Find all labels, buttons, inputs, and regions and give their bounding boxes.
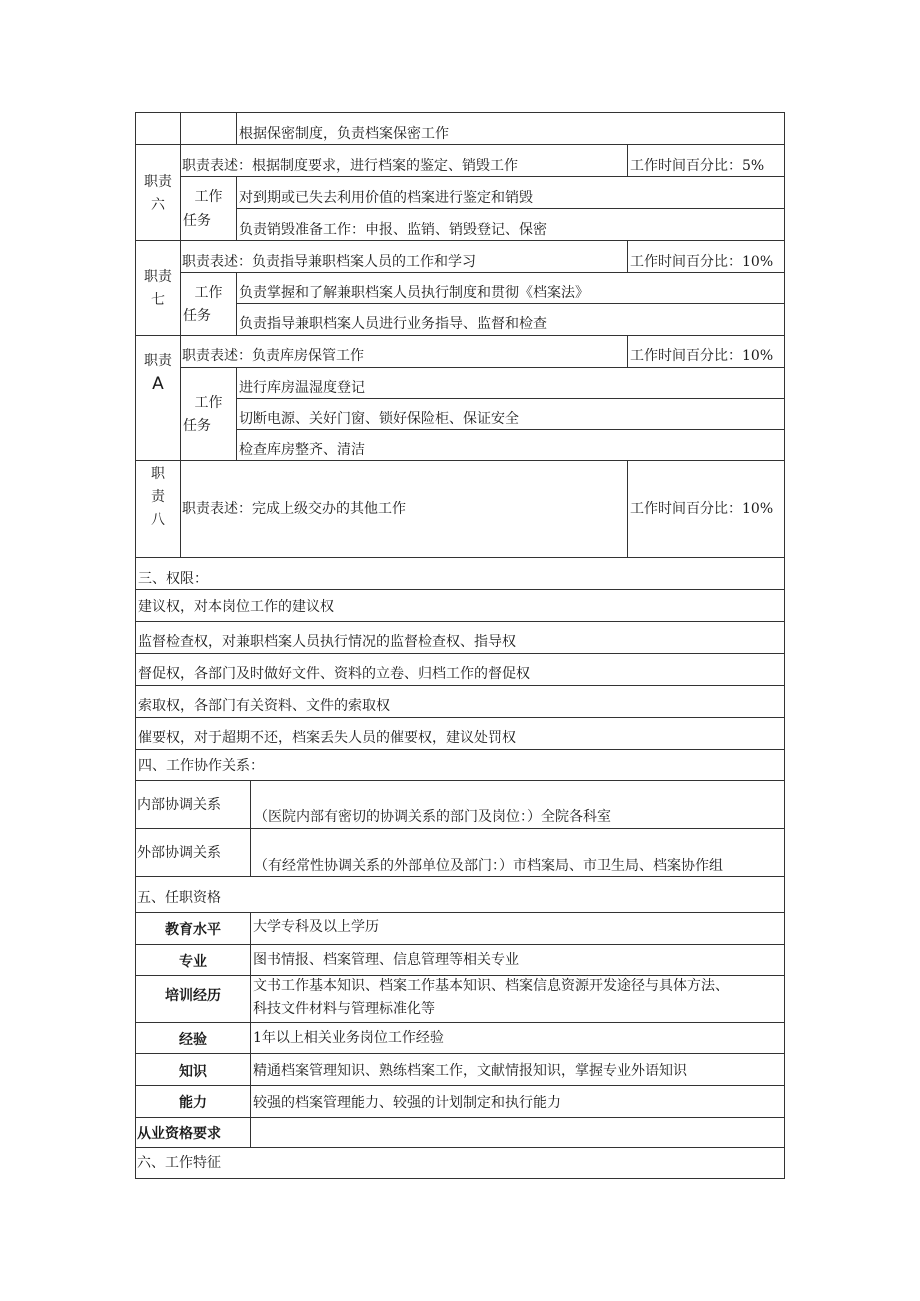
grid-line: [135, 685, 785, 686]
time-percentage: 工作时间百分比：10%: [630, 254, 774, 270]
qualification-value: 图书情报、档案管理、信息管理等相关专业: [253, 952, 519, 968]
grid-line: [627, 460, 628, 558]
qualification-value: 精通档案管理知识、熟练档案工作，文献情报知识，掌握专业外语知识: [253, 1063, 687, 1079]
relation-value: （有经常性协调关系的外部单位及部门：）市档案局、市卫生局、档案协作组: [254, 858, 723, 874]
duty-task: 进行库房温湿度登记: [239, 380, 365, 396]
grid-line: [135, 589, 785, 590]
section-heading: 六、工作特征: [137, 1155, 221, 1171]
duty-task: 负责销毁准备工作：申报、监销、销毁登记、保密: [239, 222, 547, 238]
duty-task: 切断电源、关好门窗、锁好保险柜、保证安全: [239, 411, 519, 427]
grid-line: [135, 112, 785, 113]
grid-line: [180, 112, 181, 558]
section-heading: 五、任职资格: [137, 890, 221, 906]
authority-item: 催要权，对于超期不还，档案丢失人员的催要权，建议处罚权: [138, 730, 516, 746]
qualification-value: 大学专科及以上学历: [253, 919, 379, 935]
grid-line: [627, 144, 628, 177]
grid-line: [236, 398, 785, 399]
duty-task: 负责掌握和了解兼职档案人员执行制度和贯彻《档案法》: [239, 285, 589, 301]
grid-line: [180, 176, 785, 177]
duty-statement: 职责表述：负责指导兼职档案人员的工作和学习: [182, 254, 476, 270]
grid-line: [135, 944, 785, 945]
duty-label: 职责: [144, 174, 172, 190]
duty-label: 八: [151, 512, 165, 528]
duty-label: A: [152, 374, 164, 394]
qualification-value: 较强的档案管理能力、较强的计划制定和执行能力: [253, 1095, 561, 1111]
task-label: 工作: [194, 285, 223, 301]
qualification-label: 知识: [179, 1064, 207, 1080]
grid-line: [135, 653, 785, 654]
duty-label: 职责: [144, 269, 172, 285]
duty-statement: 职责表述：根据制度要求，进行档案的鉴定、销毁工作: [182, 158, 518, 174]
grid-line: [135, 1147, 785, 1148]
grid-line: [135, 1022, 785, 1023]
duty-task: 根据保密制度，负责档案保密工作: [239, 126, 449, 142]
duty-task: 负责指导兼职档案人员进行业务指导、监督和检查: [239, 316, 547, 332]
duty-label: 职: [151, 466, 165, 482]
grid-line: [135, 240, 785, 241]
grid-line: [180, 272, 785, 273]
relation-value: （医院内部有密切的协调关系的部门及岗位：）全院各科室: [254, 809, 611, 825]
qualification-value: 文书工作基本知识、档案工作基本知识、档案信息资源开发途径与具体方法、: [253, 978, 729, 994]
qualification-value: 1年以上相关业务岗位工作经验: [253, 1030, 444, 1046]
grid-line: [135, 335, 785, 336]
grid-line: [236, 112, 237, 145]
qualification-label: 教育水平: [165, 922, 221, 938]
authority-item: 索取权，各部门有关资料、文件的索取权: [138, 698, 390, 714]
time-percentage: 工作时间百分比：10%: [630, 348, 774, 364]
task-label: 任务: [183, 213, 211, 229]
grid-line: [627, 335, 628, 368]
qualification-label: 经验: [179, 1032, 207, 1048]
section-heading: 四、工作协作关系：: [138, 758, 264, 774]
qualification-label: 专业: [179, 954, 207, 970]
qualification-label: 能力: [179, 1095, 207, 1111]
grid-line: [236, 429, 785, 430]
duty-task: 对到期或已失去利用价值的档案进行鉴定和销毁: [239, 190, 533, 206]
duty-statement: 职责表述：完成上级交办的其他工作: [182, 501, 406, 517]
grid-line: [135, 557, 785, 558]
grid-line: [135, 749, 785, 750]
qualification-label: 培训经历: [165, 988, 221, 1004]
authority-item: 建议权，对本岗位工作的建议权: [138, 599, 334, 615]
grid-line: [135, 975, 785, 976]
qualification-label: 从业资格要求: [137, 1126, 221, 1142]
duty-label: 七: [151, 292, 165, 308]
grid-line: [135, 717, 785, 718]
grid-line: [250, 912, 251, 1148]
grid-line: [236, 303, 785, 304]
grid-line: [236, 208, 785, 209]
grid-line: [135, 912, 785, 913]
grid-line: [250, 780, 251, 877]
task-label: 任务: [183, 418, 211, 434]
grid-line: [135, 460, 785, 461]
grid-line: [135, 828, 785, 829]
grid-line: [236, 367, 237, 461]
duty-label: 六: [151, 197, 165, 213]
grid-line: [236, 272, 237, 336]
grid-line: [135, 1085, 785, 1086]
grid-line: [135, 876, 785, 877]
section-heading: 三、权限：: [138, 571, 208, 587]
grid-line: [236, 176, 237, 241]
task-label: 工作: [194, 189, 223, 205]
duty-statement: 职责表述：负责库房保管工作: [182, 348, 364, 364]
authority-item: 督促权，各部门及时做好文件、资料的立卷、归档工作的督促权: [138, 666, 530, 682]
qualification-value: 科技文件材料与管理标准化等: [253, 1001, 435, 1017]
grid-line: [135, 621, 785, 622]
authority-item: 监督检查权，对兼职档案人员执行情况的监督检查权、指导权: [138, 634, 516, 650]
grid-line: [135, 1053, 785, 1054]
grid-line: [135, 780, 785, 781]
grid-line: [135, 1178, 785, 1179]
relation-label: 内部协调关系: [137, 797, 221, 813]
time-percentage: 工作时间百分比：5%: [630, 158, 765, 174]
grid-line: [627, 240, 628, 273]
grid-line: [135, 1117, 785, 1118]
duty-label: 职责: [144, 353, 172, 369]
grid-line: [180, 367, 785, 368]
grid-line: [135, 144, 785, 145]
relation-label: 外部协调关系: [137, 845, 221, 861]
grid-line: [784, 112, 785, 1179]
time-percentage: 工作时间百分比：10%: [630, 501, 774, 517]
duty-task: 检查库房整齐、清洁: [239, 442, 365, 458]
task-label: 工作: [194, 395, 223, 411]
duty-label: 责: [151, 489, 165, 505]
task-label: 任务: [183, 308, 211, 324]
